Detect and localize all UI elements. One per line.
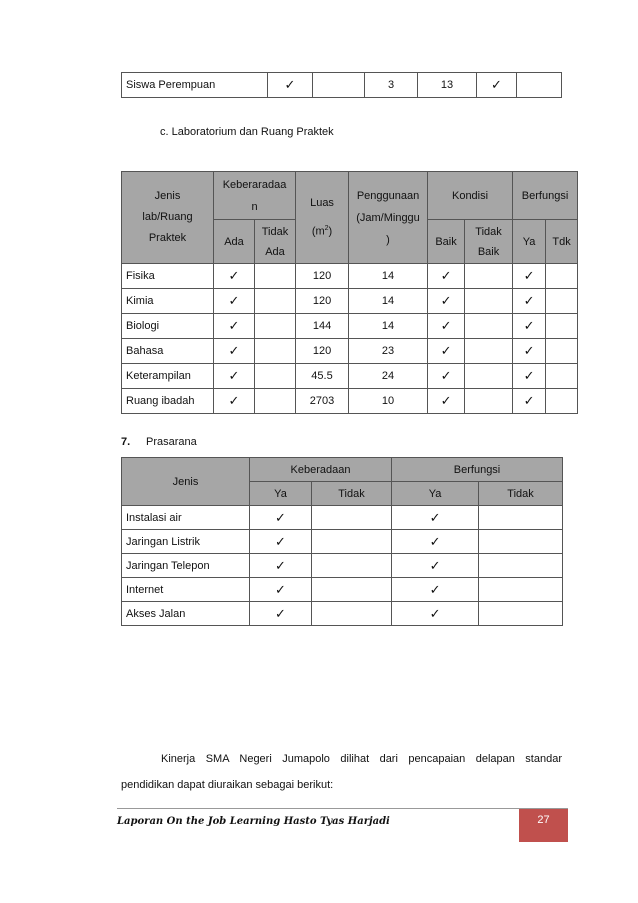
header-berfungsi: Berfungsi	[513, 172, 578, 220]
row-name: Keterampilan	[122, 364, 214, 389]
check-icon	[441, 396, 452, 408]
table-row	[122, 73, 562, 98]
cell-luas: 144	[296, 314, 349, 339]
row-name: Instalasi air	[122, 506, 250, 530]
cell-luas: 120	[296, 339, 349, 364]
row-name: Bahasa	[122, 339, 214, 364]
check-icon	[275, 585, 286, 597]
check-icon	[524, 321, 535, 333]
page-number: 27	[519, 809, 568, 842]
check-icon	[229, 346, 240, 358]
check-icon	[229, 321, 240, 333]
row-name: Fisika	[122, 264, 214, 289]
check-icon	[524, 371, 535, 383]
section-title: Prasarana	[146, 436, 197, 448]
prasarana-table-body	[122, 506, 563, 626]
check-icon	[229, 271, 240, 283]
table-row	[122, 364, 578, 389]
section-number: 7.	[121, 436, 131, 448]
table-row	[122, 554, 563, 578]
check-icon	[229, 371, 240, 383]
paragraph-line-2: pendidikan dapat diuraikan sebagai berikut:	[121, 779, 334, 791]
row-name: Internet	[122, 578, 250, 602]
lab-table	[121, 171, 578, 414]
check-icon	[430, 585, 441, 597]
header-tidak: Tidak	[479, 482, 563, 506]
cell-luas: 2703	[296, 389, 349, 414]
check-icon	[524, 396, 535, 408]
row-name: Jaringan Telepon	[122, 554, 250, 578]
header-keberadaan: Keberadaan	[250, 458, 392, 482]
header-baik: Baik	[428, 220, 465, 264]
check-icon	[229, 296, 240, 308]
check-icon	[275, 513, 286, 525]
cell-value: 3	[365, 73, 418, 98]
lab-table-body	[122, 264, 578, 414]
table-row	[122, 264, 578, 289]
cell-luas: 120	[296, 289, 349, 314]
check-icon	[524, 271, 535, 283]
check-icon	[430, 513, 441, 525]
table-row	[122, 389, 578, 414]
header-ya: Ya	[250, 482, 312, 506]
check-icon	[441, 371, 452, 383]
header-penggunaan: Penggunaan (Jam/Minggu )	[349, 172, 428, 264]
header-luas: Luas $(m^2)$	[296, 172, 349, 264]
check-icon	[441, 271, 452, 283]
table-row	[122, 289, 578, 314]
row-name: Ruang ibadah	[122, 389, 214, 414]
cell-penggunaan: 14	[349, 289, 428, 314]
header-ya: Ya	[392, 482, 479, 506]
check-icon	[441, 296, 452, 308]
check-icon	[491, 80, 502, 92]
header-jenis: Jenis	[122, 458, 250, 506]
row-name: Akses Jalan	[122, 602, 250, 626]
header-jenis: Jenis lab/Ruang Praktek	[122, 172, 214, 264]
table-row	[122, 339, 578, 364]
header-berfungsi: Berfungsi	[392, 458, 563, 482]
cell-luas: 120	[296, 264, 349, 289]
check-icon	[524, 296, 535, 308]
check-icon	[441, 346, 452, 358]
header-tidak-ada: Tidak Ada	[255, 220, 296, 264]
table-row	[122, 314, 578, 339]
check-icon	[441, 321, 452, 333]
table-row	[122, 530, 563, 554]
lab-caption: c. Laboratorium dan Ruang Praktek	[160, 126, 334, 138]
check-icon	[229, 396, 240, 408]
table-row	[122, 506, 563, 530]
cell-penggunaan: 10	[349, 389, 428, 414]
paragraph-line-1: Kinerja SMA Negeri Jumapolo dilihat dari pencapaian delapan standar	[161, 753, 562, 765]
cell-luas: 45.5	[296, 364, 349, 389]
check-icon	[275, 609, 286, 621]
check-icon	[430, 537, 441, 549]
siswa-table	[121, 72, 562, 98]
header-tdk: Tdk	[546, 220, 578, 264]
row-name: Biologi	[122, 314, 214, 339]
row-label: Siswa Perempuan	[122, 73, 268, 98]
check-icon	[524, 346, 535, 358]
check-icon	[275, 537, 286, 549]
footer-text: Laporan On the Job Learning Hasto Tyas Harjadi	[117, 816, 390, 827]
check-icon	[430, 561, 441, 573]
check-icon	[275, 561, 286, 573]
check-icon	[430, 609, 441, 621]
cell-penggunaan: 24	[349, 364, 428, 389]
header-tidak: Tidak	[312, 482, 392, 506]
cell-penggunaan: 23	[349, 339, 428, 364]
cell-value: 13	[418, 73, 477, 98]
header-ya: Ya	[513, 220, 546, 264]
cell-penggunaan: 14	[349, 264, 428, 289]
cell-penggunaan: 14	[349, 314, 428, 339]
table-row	[122, 602, 563, 626]
row-name: Jaringan Listrik	[122, 530, 250, 554]
footer-divider	[117, 808, 568, 809]
header-tidak-baik: Tidak Baik	[465, 220, 513, 264]
prasarana-table	[121, 457, 563, 626]
table-row	[122, 578, 563, 602]
row-name: Kimia	[122, 289, 214, 314]
header-ada: Ada	[214, 220, 255, 264]
header-kondisi: Kondisi	[428, 172, 513, 220]
header-keberadaan: Keberaradaa n	[214, 172, 296, 220]
check-icon	[285, 80, 296, 92]
